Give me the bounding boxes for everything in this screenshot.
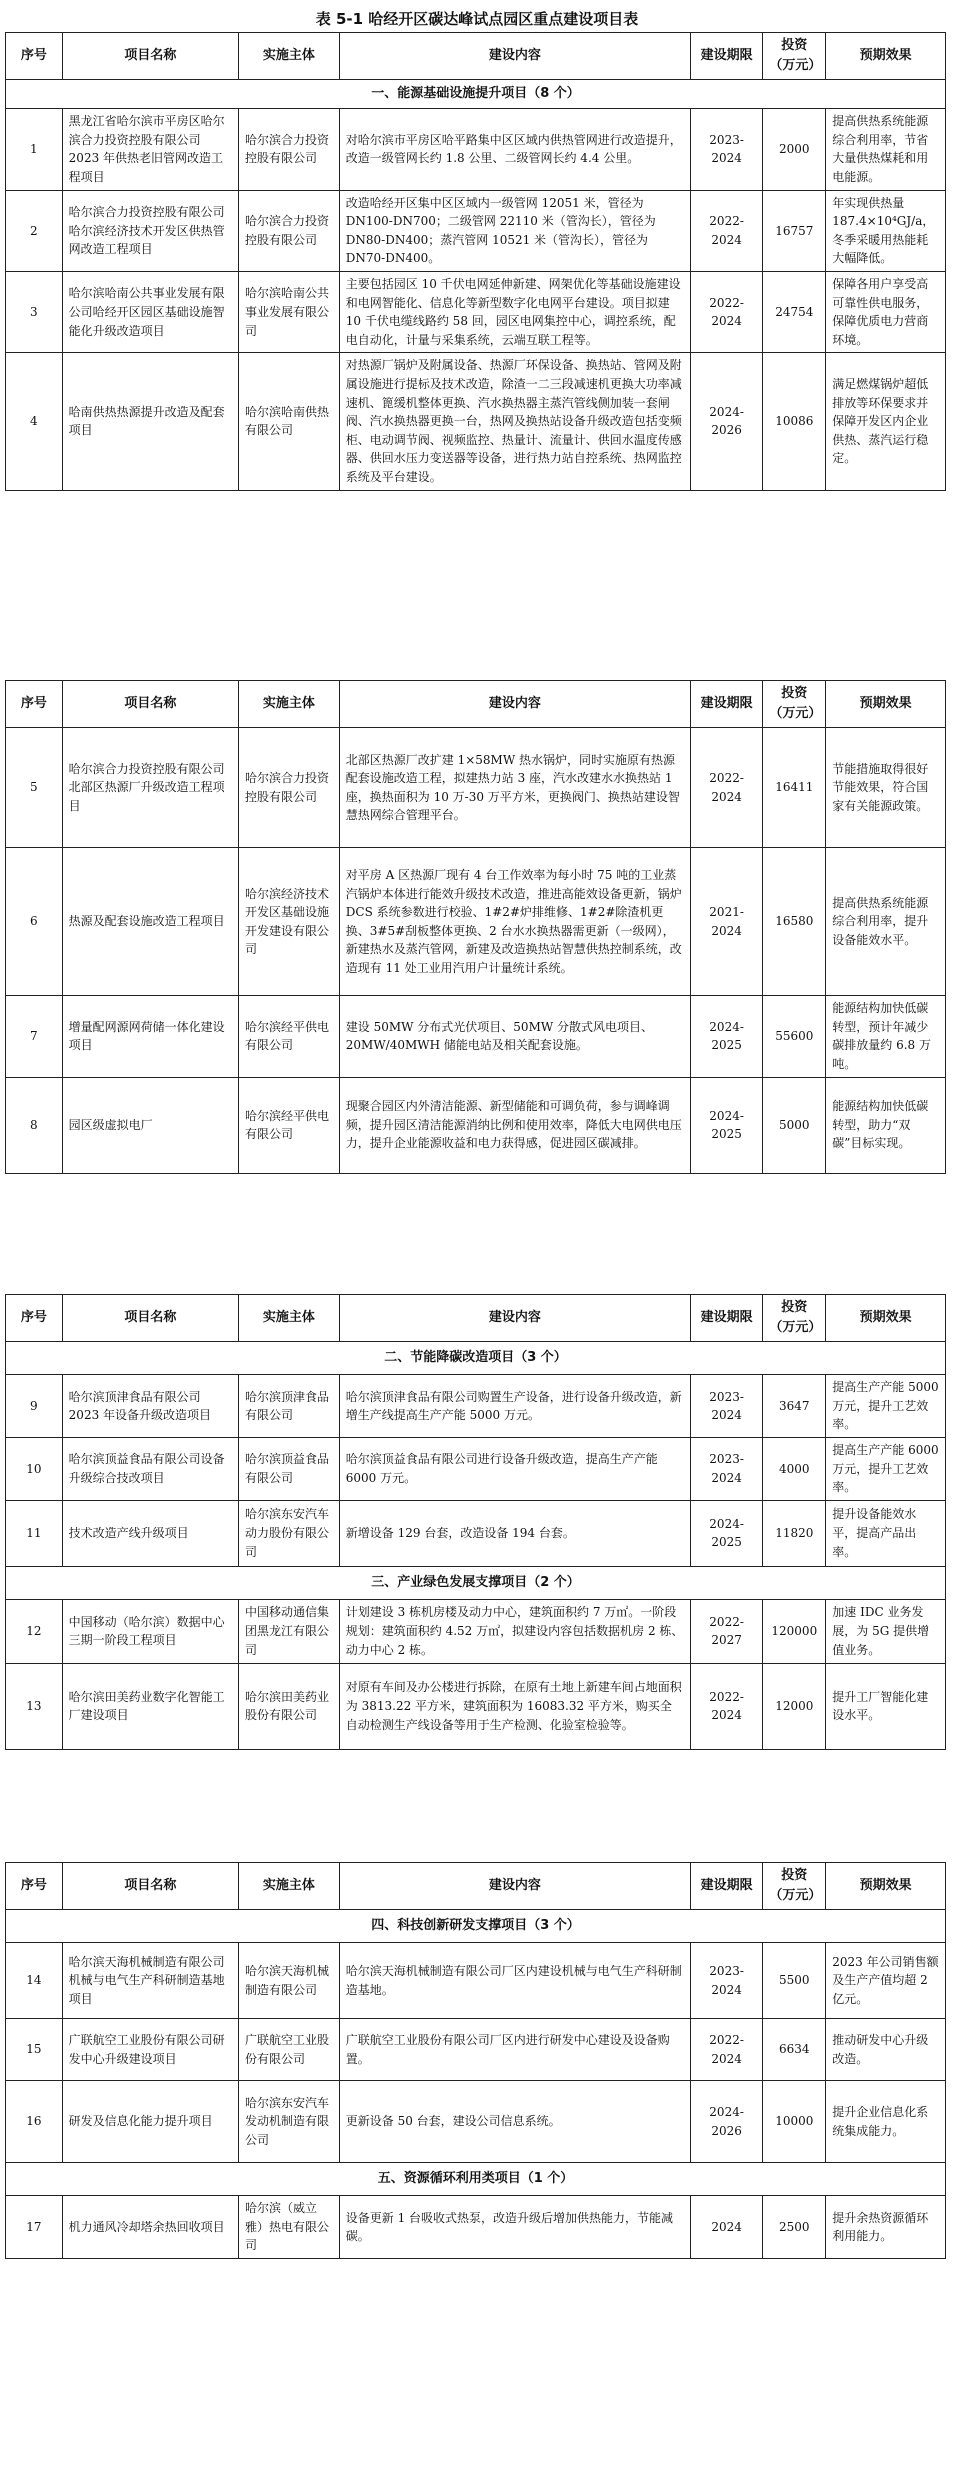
cell-invest: 10000 bbox=[763, 2081, 826, 2163]
header-invest: 投资（万元） bbox=[763, 1295, 826, 1342]
table-row bbox=[6, 2081, 946, 2163]
cell-content: 哈尔滨顶津食品有限公司购置生产设备，进行设备升级改造，新增生产线提高生产产能 5000 万元。 bbox=[339, 1375, 690, 1438]
cell-invest: 2000 bbox=[763, 109, 826, 190]
cell-invest: 10086 bbox=[763, 353, 826, 490]
cell-content: 现聚合园区内外清洁能源、新型储能和可调负荷，参与调峰调频，提升园区清洁能源消纳比例和使用效率，降低大电网供电压力，提升企业能源收益和电力获得感，促进园区碳减排。 bbox=[339, 1077, 690, 1173]
cell-no: 6 bbox=[6, 848, 63, 996]
cell-name: 增量配网源网荷储一体化建设项目 bbox=[62, 996, 238, 1077]
cell-period: 2022-2027 bbox=[690, 1599, 762, 1663]
cell-invest: 24754 bbox=[763, 272, 826, 353]
section-row bbox=[6, 1910, 946, 1943]
cell-entity: 哈尔滨合力投资控股有限公司 bbox=[239, 109, 340, 190]
cell-no: 15 bbox=[6, 2019, 63, 2081]
cell-effect: 2023 年公司销售额及生产产值均超 2 亿元。 bbox=[826, 1943, 946, 2019]
section-title: 四、科技创新研发支撑项目（3 个） bbox=[6, 1910, 946, 1943]
cell-period: 2022-2024 bbox=[690, 1663, 762, 1749]
cell-content: 对原有车间及办公楼进行拆除，在原有土地上新建车间占地面积为 3813.22 平方米，建筑面积为 16083.32 平方米，购买全自动检测生产线设备等用于生产检测、化验室检验等。 bbox=[339, 1663, 690, 1749]
cell-name: 哈尔滨合力投资控股有限公司北部区热源厂升级改造工程项目 bbox=[62, 728, 238, 848]
cell-content: 设备更新 1 台吸收式热泵，改造升级后增加供热能力，节能减碳。 bbox=[339, 2196, 690, 2259]
cell-entity: 广联航空工业股份有限公司 bbox=[239, 2019, 340, 2081]
table-row bbox=[6, 109, 946, 190]
cell-name: 哈尔滨哈南公共事业发展有限公司哈经开区园区基础设施智能化升级改造项目 bbox=[62, 272, 238, 353]
header-invest: 投资（万元） bbox=[763, 33, 826, 80]
cell-invest: 5000 bbox=[763, 1077, 826, 1173]
cell-effect: 保障各用户享受高可靠性供电服务，保障优质电力营商环境。 bbox=[826, 272, 946, 353]
header-name: 项目名称 bbox=[62, 1863, 238, 1910]
project-table-block-1 bbox=[5, 32, 946, 491]
header-entity: 实施主体 bbox=[239, 1863, 340, 1910]
cell-entity: 哈尔滨合力投资控股有限公司 bbox=[239, 190, 340, 271]
header-effect: 预期效果 bbox=[826, 1863, 946, 1910]
table-row bbox=[6, 1375, 946, 1438]
header-no: 序号 bbox=[6, 1295, 63, 1342]
cell-name: 哈南供热热源提升改造及配套项目 bbox=[62, 353, 238, 490]
table-row bbox=[6, 848, 946, 996]
cell-entity: 哈尔滨合力投资控股有限公司 bbox=[239, 728, 340, 848]
header-content: 建设内容 bbox=[339, 1863, 690, 1910]
cell-effect: 能源结构加快低碳转型，预计年减少碳排放量约 6.8 万吨。 bbox=[826, 996, 946, 1077]
project-table-block-3 bbox=[5, 1294, 946, 1750]
cell-invest: 120000 bbox=[763, 1599, 826, 1663]
table-title: 表 5-1 哈经开区碳达峰试点园区重点建设项目表 bbox=[315, 10, 639, 28]
cell-entity: 哈尔滨经平供电有限公司 bbox=[239, 996, 340, 1077]
section-title: 三、产业绿色发展支撑项目（2 个） bbox=[6, 1566, 946, 1599]
cell-entity: 哈尔滨顶津食品有限公司 bbox=[239, 1375, 340, 1438]
section-row bbox=[6, 2163, 946, 2196]
header-period: 建设期限 bbox=[690, 33, 762, 80]
section-title: 五、资源循环利用类项目（1 个） bbox=[6, 2163, 946, 2196]
cell-content: 对哈尔滨市平房区哈平路集中区区域内供热管网进行改造提升，改造一级管网长约 1.8 公里、二级管网长约 4.4 公里。 bbox=[339, 109, 690, 190]
table-row bbox=[6, 190, 946, 271]
cell-name: 哈尔滨顶益食品有限公司设备升级综合技改项目 bbox=[62, 1438, 238, 1501]
header-period: 建设期限 bbox=[690, 1295, 762, 1342]
cell-period: 2024-2026 bbox=[690, 2081, 762, 2163]
cell-content: 哈尔滨顶益食品有限公司进行设备升级改造，提高生产产能 6000 万元。 bbox=[339, 1438, 690, 1501]
cell-effect: 能源结构加快低碳转型，助力“双碳”目标实现。 bbox=[826, 1077, 946, 1173]
table-row bbox=[6, 1500, 946, 1566]
header-name: 项目名称 bbox=[62, 1295, 238, 1342]
header-invest: 投资（万元） bbox=[763, 1863, 826, 1910]
cell-effect: 提高生产产能 5000 万元，提升工艺效率。 bbox=[826, 1375, 946, 1438]
header-name: 项目名称 bbox=[62, 681, 238, 728]
cell-effect: 提升设备能效水平，提高产品出率。 bbox=[826, 1500, 946, 1566]
cell-content: 北部区热源厂改扩建 1×58MW 热水锅炉，同时实施原有热源配套设施改造工程，拟建热力站 3 座，汽水改建水水换热站 1 座，换热面积为 10 万-30 万平方米，更换阀门、换热站建设智慧热网综合管理平台。 bbox=[339, 728, 690, 848]
cell-entity: 中国移动通信集团黑龙江有限公司 bbox=[239, 1599, 340, 1663]
table-row bbox=[6, 728, 946, 848]
cell-entity: 哈尔滨东安汽车动力股份有限公司 bbox=[239, 1500, 340, 1566]
cell-no: 16 bbox=[6, 2081, 63, 2163]
cell-invest: 16411 bbox=[763, 728, 826, 848]
cell-content: 广联航空工业股份有限公司厂区内进行研发中心建设及设备购置。 bbox=[339, 2019, 690, 2081]
section-row bbox=[6, 80, 946, 109]
section-row bbox=[6, 1342, 946, 1375]
header-entity: 实施主体 bbox=[239, 1295, 340, 1342]
header-content: 建设内容 bbox=[339, 33, 690, 80]
table-header-row bbox=[6, 681, 946, 728]
cell-name: 哈尔滨合力投资控股有限公司哈尔滨经济技术开发区供热管网改造工程项目 bbox=[62, 190, 238, 271]
cell-period: 2024-2025 bbox=[690, 996, 762, 1077]
table-row bbox=[6, 1663, 946, 1749]
cell-content: 计划建设 3 栋机房楼及动力中心，建筑面积约 7 万㎡。一阶段规划：建筑面积约 4.52 万㎡，拟建设内容包括数据机房 2 栋、动力中心 2 栋。 bbox=[339, 1599, 690, 1663]
table-row bbox=[6, 1943, 946, 2019]
cell-invest: 11820 bbox=[763, 1500, 826, 1566]
table-row bbox=[6, 2019, 946, 2081]
table-row bbox=[6, 1599, 946, 1663]
header-entity: 实施主体 bbox=[239, 33, 340, 80]
cell-no: 5 bbox=[6, 728, 63, 848]
cell-effect: 节能措施取得很好节能效果，符合国家有关能源政策。 bbox=[826, 728, 946, 848]
cell-effect: 加速 IDC 业务发展，为 5G 提供增值业务。 bbox=[826, 1599, 946, 1663]
cell-invest: 4000 bbox=[763, 1438, 826, 1501]
cell-effect: 年实现供热量 187.4×10⁴GJ/a，冬季采暖用热能耗大幅降低。 bbox=[826, 190, 946, 271]
project-table-block-4 bbox=[5, 1862, 946, 2259]
cell-content: 哈尔滨天海机械制造有限公司厂区内建设机械与电气生产科研制造基地。 bbox=[339, 1943, 690, 2019]
header-content: 建设内容 bbox=[339, 681, 690, 728]
cell-no: 9 bbox=[6, 1375, 63, 1438]
cell-content: 对热源厂锅炉及附属设备、热源厂环保设备、换热站、管网及附属设施进行提标及技术改造，除渣一二三段减速机更换大功率减速机、篦缓机整体更换、汽水换热器主蒸汽管线侧加装一套闸阀、汽水换热器更换一台，热网及换热站设备升级改造包括变频柜、电动调节阀、视频监控、热量计、流量计、供回水温度传感器、供回水压力变送器等设备，进行热力站自控系统、热网监控系统及平台建设。 bbox=[339, 353, 690, 490]
cell-entity: 哈尔滨天海机械制造有限公司 bbox=[239, 1943, 340, 2019]
table-row bbox=[6, 1077, 946, 1173]
cell-period: 2021-2024 bbox=[690, 848, 762, 996]
cell-no: 11 bbox=[6, 1500, 63, 1566]
cell-period: 2023-2024 bbox=[690, 1943, 762, 2019]
cell-invest: 3647 bbox=[763, 1375, 826, 1438]
header-no: 序号 bbox=[6, 1863, 63, 1910]
table-header-row bbox=[6, 1863, 946, 1910]
cell-period: 2022-2024 bbox=[690, 728, 762, 848]
cell-effect: 提升工厂智能化建设水平。 bbox=[826, 1663, 946, 1749]
cell-effect: 提高供热系统能源综合利用率，节省大量供热煤耗和用电能源。 bbox=[826, 109, 946, 190]
header-name: 项目名称 bbox=[62, 33, 238, 80]
cell-no: 7 bbox=[6, 996, 63, 1077]
section-title: 一、能源基础设施提升项目（8 个） bbox=[6, 80, 946, 109]
cell-no: 3 bbox=[6, 272, 63, 353]
cell-content: 主要包括园区 10 千伏电网延伸新建、网架优化等基础设施建设和电网智能化、信息化等新型数字化电网平台建设。项目拟建 10 千伏电缆线路约 58 回，园区电网集控中心，调控系统，配电自动化，计量与采集系统，云端互联工程等。 bbox=[339, 272, 690, 353]
cell-no: 2 bbox=[6, 190, 63, 271]
cell-effect: 提高供热系统能源综合利用率，提升设备能效水平。 bbox=[826, 848, 946, 996]
header-effect: 预期效果 bbox=[826, 681, 946, 728]
header-period: 建设期限 bbox=[690, 681, 762, 728]
table-row bbox=[6, 1438, 946, 1501]
cell-invest: 55600 bbox=[763, 996, 826, 1077]
cell-entity: 哈尔滨经济技术开发区基础设施开发建设有限公司 bbox=[239, 848, 340, 996]
cell-no: 17 bbox=[6, 2196, 63, 2259]
cell-period: 2022-2024 bbox=[690, 190, 762, 271]
cell-name: 技术改造产线升级项目 bbox=[62, 1500, 238, 1566]
cell-invest: 12000 bbox=[763, 1663, 826, 1749]
cell-period: 2024-2026 bbox=[690, 353, 762, 490]
cell-invest: 2500 bbox=[763, 2196, 826, 2259]
section-title: 二、节能降碳改造项目（3 个） bbox=[6, 1342, 946, 1375]
cell-invest: 5500 bbox=[763, 1943, 826, 2019]
cell-content: 新增设备 129 台套，改造设备 194 台套。 bbox=[339, 1500, 690, 1566]
cell-invest: 6634 bbox=[763, 2019, 826, 2081]
cell-effect: 提升企业信息化系统集成能力。 bbox=[826, 2081, 946, 2163]
cell-period: 2023-2024 bbox=[690, 109, 762, 190]
cell-entity: 哈尔滨东安汽车发动机制造有限公司 bbox=[239, 2081, 340, 2163]
header-invest: 投资（万元） bbox=[763, 681, 826, 728]
header-content: 建设内容 bbox=[339, 1295, 690, 1342]
cell-effect: 提升余热资源循环利用能力。 bbox=[826, 2196, 946, 2259]
table-header-row bbox=[6, 1295, 946, 1342]
table-header-row bbox=[6, 33, 946, 80]
cell-name: 中国移动（哈尔滨）数据中心三期一阶段工程项目 bbox=[62, 1599, 238, 1663]
cell-content: 更新设备 50 台套，建设公司信息系统。 bbox=[339, 2081, 690, 2163]
cell-name: 机力通风冷却塔余热回收项目 bbox=[62, 2196, 238, 2259]
cell-entity: 哈尔滨（威立雅）热电有限公司 bbox=[239, 2196, 340, 2259]
cell-entity: 哈尔滨顶益食品有限公司 bbox=[239, 1438, 340, 1501]
project-table-block-2 bbox=[5, 680, 946, 1174]
cell-invest: 16580 bbox=[763, 848, 826, 996]
cell-name: 哈尔滨顶津食品有限公司 2023 年设备升级改造项目 bbox=[62, 1375, 238, 1438]
cell-period: 2022-2024 bbox=[690, 2019, 762, 2081]
cell-entity: 哈尔滨哈南供热有限公司 bbox=[239, 353, 340, 490]
header-effect: 预期效果 bbox=[826, 33, 946, 80]
header-no: 序号 bbox=[6, 681, 63, 728]
cell-no: 10 bbox=[6, 1438, 63, 1501]
cell-no: 13 bbox=[6, 1663, 63, 1749]
cell-entity: 哈尔滨田美药业股份有限公司 bbox=[239, 1663, 340, 1749]
table-row bbox=[6, 996, 946, 1077]
cell-period: 2023-2024 bbox=[690, 1375, 762, 1438]
cell-no: 4 bbox=[6, 353, 63, 490]
cell-period: 2024 bbox=[690, 2196, 762, 2259]
cell-invest: 16757 bbox=[763, 190, 826, 271]
header-effect: 预期效果 bbox=[826, 1295, 946, 1342]
cell-no: 12 bbox=[6, 1599, 63, 1663]
cell-period: 2024-2025 bbox=[690, 1077, 762, 1173]
table-row bbox=[6, 353, 946, 490]
cell-period: 2024-2025 bbox=[690, 1500, 762, 1566]
cell-period: 2023-2024 bbox=[690, 1438, 762, 1501]
cell-no: 1 bbox=[6, 109, 63, 190]
header-period: 建设期限 bbox=[690, 1863, 762, 1910]
section-row bbox=[6, 1566, 946, 1599]
cell-period: 2022-2024 bbox=[690, 272, 762, 353]
cell-entity: 哈尔滨经平供电有限公司 bbox=[239, 1077, 340, 1173]
cell-name: 黑龙江省哈尔滨市平房区哈尔滨合力投资控股有限公司 2023 年供热老旧管网改造工程项目 bbox=[62, 109, 238, 190]
cell-no: 8 bbox=[6, 1077, 63, 1173]
cell-name: 哈尔滨天海机械制造有限公司机械与电气生产科研制造基地项目 bbox=[62, 1943, 238, 2019]
cell-effect: 满足燃煤锅炉超低排放等环保要求并保障开发区内企业供热、蒸汽运行稳定。 bbox=[826, 353, 946, 490]
header-entity: 实施主体 bbox=[239, 681, 340, 728]
cell-content: 建设 50MW 分布式光伏项目、50MW 分散式风电项目、20MW/40MWH 储能电站及相关配套设施。 bbox=[339, 996, 690, 1077]
cell-name: 哈尔滨田美药业数字化智能工厂建设项目 bbox=[62, 1663, 238, 1749]
header-no: 序号 bbox=[6, 33, 63, 80]
cell-name: 广联航空工业股份有限公司研发中心升级建设项目 bbox=[62, 2019, 238, 2081]
cell-name: 研发及信息化能力提升项目 bbox=[62, 2081, 238, 2163]
cell-effect: 推动研发中心升级改造。 bbox=[826, 2019, 946, 2081]
cell-content: 改造哈经开区集中区区域内一级管网 12051 米，管径为 DN100-DN700；二级管网 22110 米（管沟长），管径为 DN80-DN400；蒸汽管网 10521 米（管沟长），管径为 DN70-DN400。 bbox=[339, 190, 690, 271]
cell-name: 园区级虚拟电厂 bbox=[62, 1077, 238, 1173]
cell-content: 对平房 A 区热源厂现有 4 台工作效率为每小时 75 吨的工业蒸汽锅炉本体进行能效升级技术改造，推进高能效设备更新，锅炉 DCS 系统参数进行校验、1#2#炉排维修、1#2#除渣机更换、3#5#刮板整体更换、2 台水水换热器需更新（一级网），新建热水及蒸汽管网，新建及改造换热站智慧供热控制系统，改造现有 11 处工业用汽用户计量统计系统。 bbox=[339, 848, 690, 996]
cell-name: 热源及配套设施改造工程项目 bbox=[62, 848, 238, 996]
cell-no: 14 bbox=[6, 1943, 63, 2019]
cell-entity: 哈尔滨哈南公共事业发展有限公司 bbox=[239, 272, 340, 353]
table-row bbox=[6, 2196, 946, 2259]
table-row bbox=[6, 272, 946, 353]
cell-effect: 提高生产产能 6000 万元，提升工艺效率。 bbox=[826, 1438, 946, 1501]
